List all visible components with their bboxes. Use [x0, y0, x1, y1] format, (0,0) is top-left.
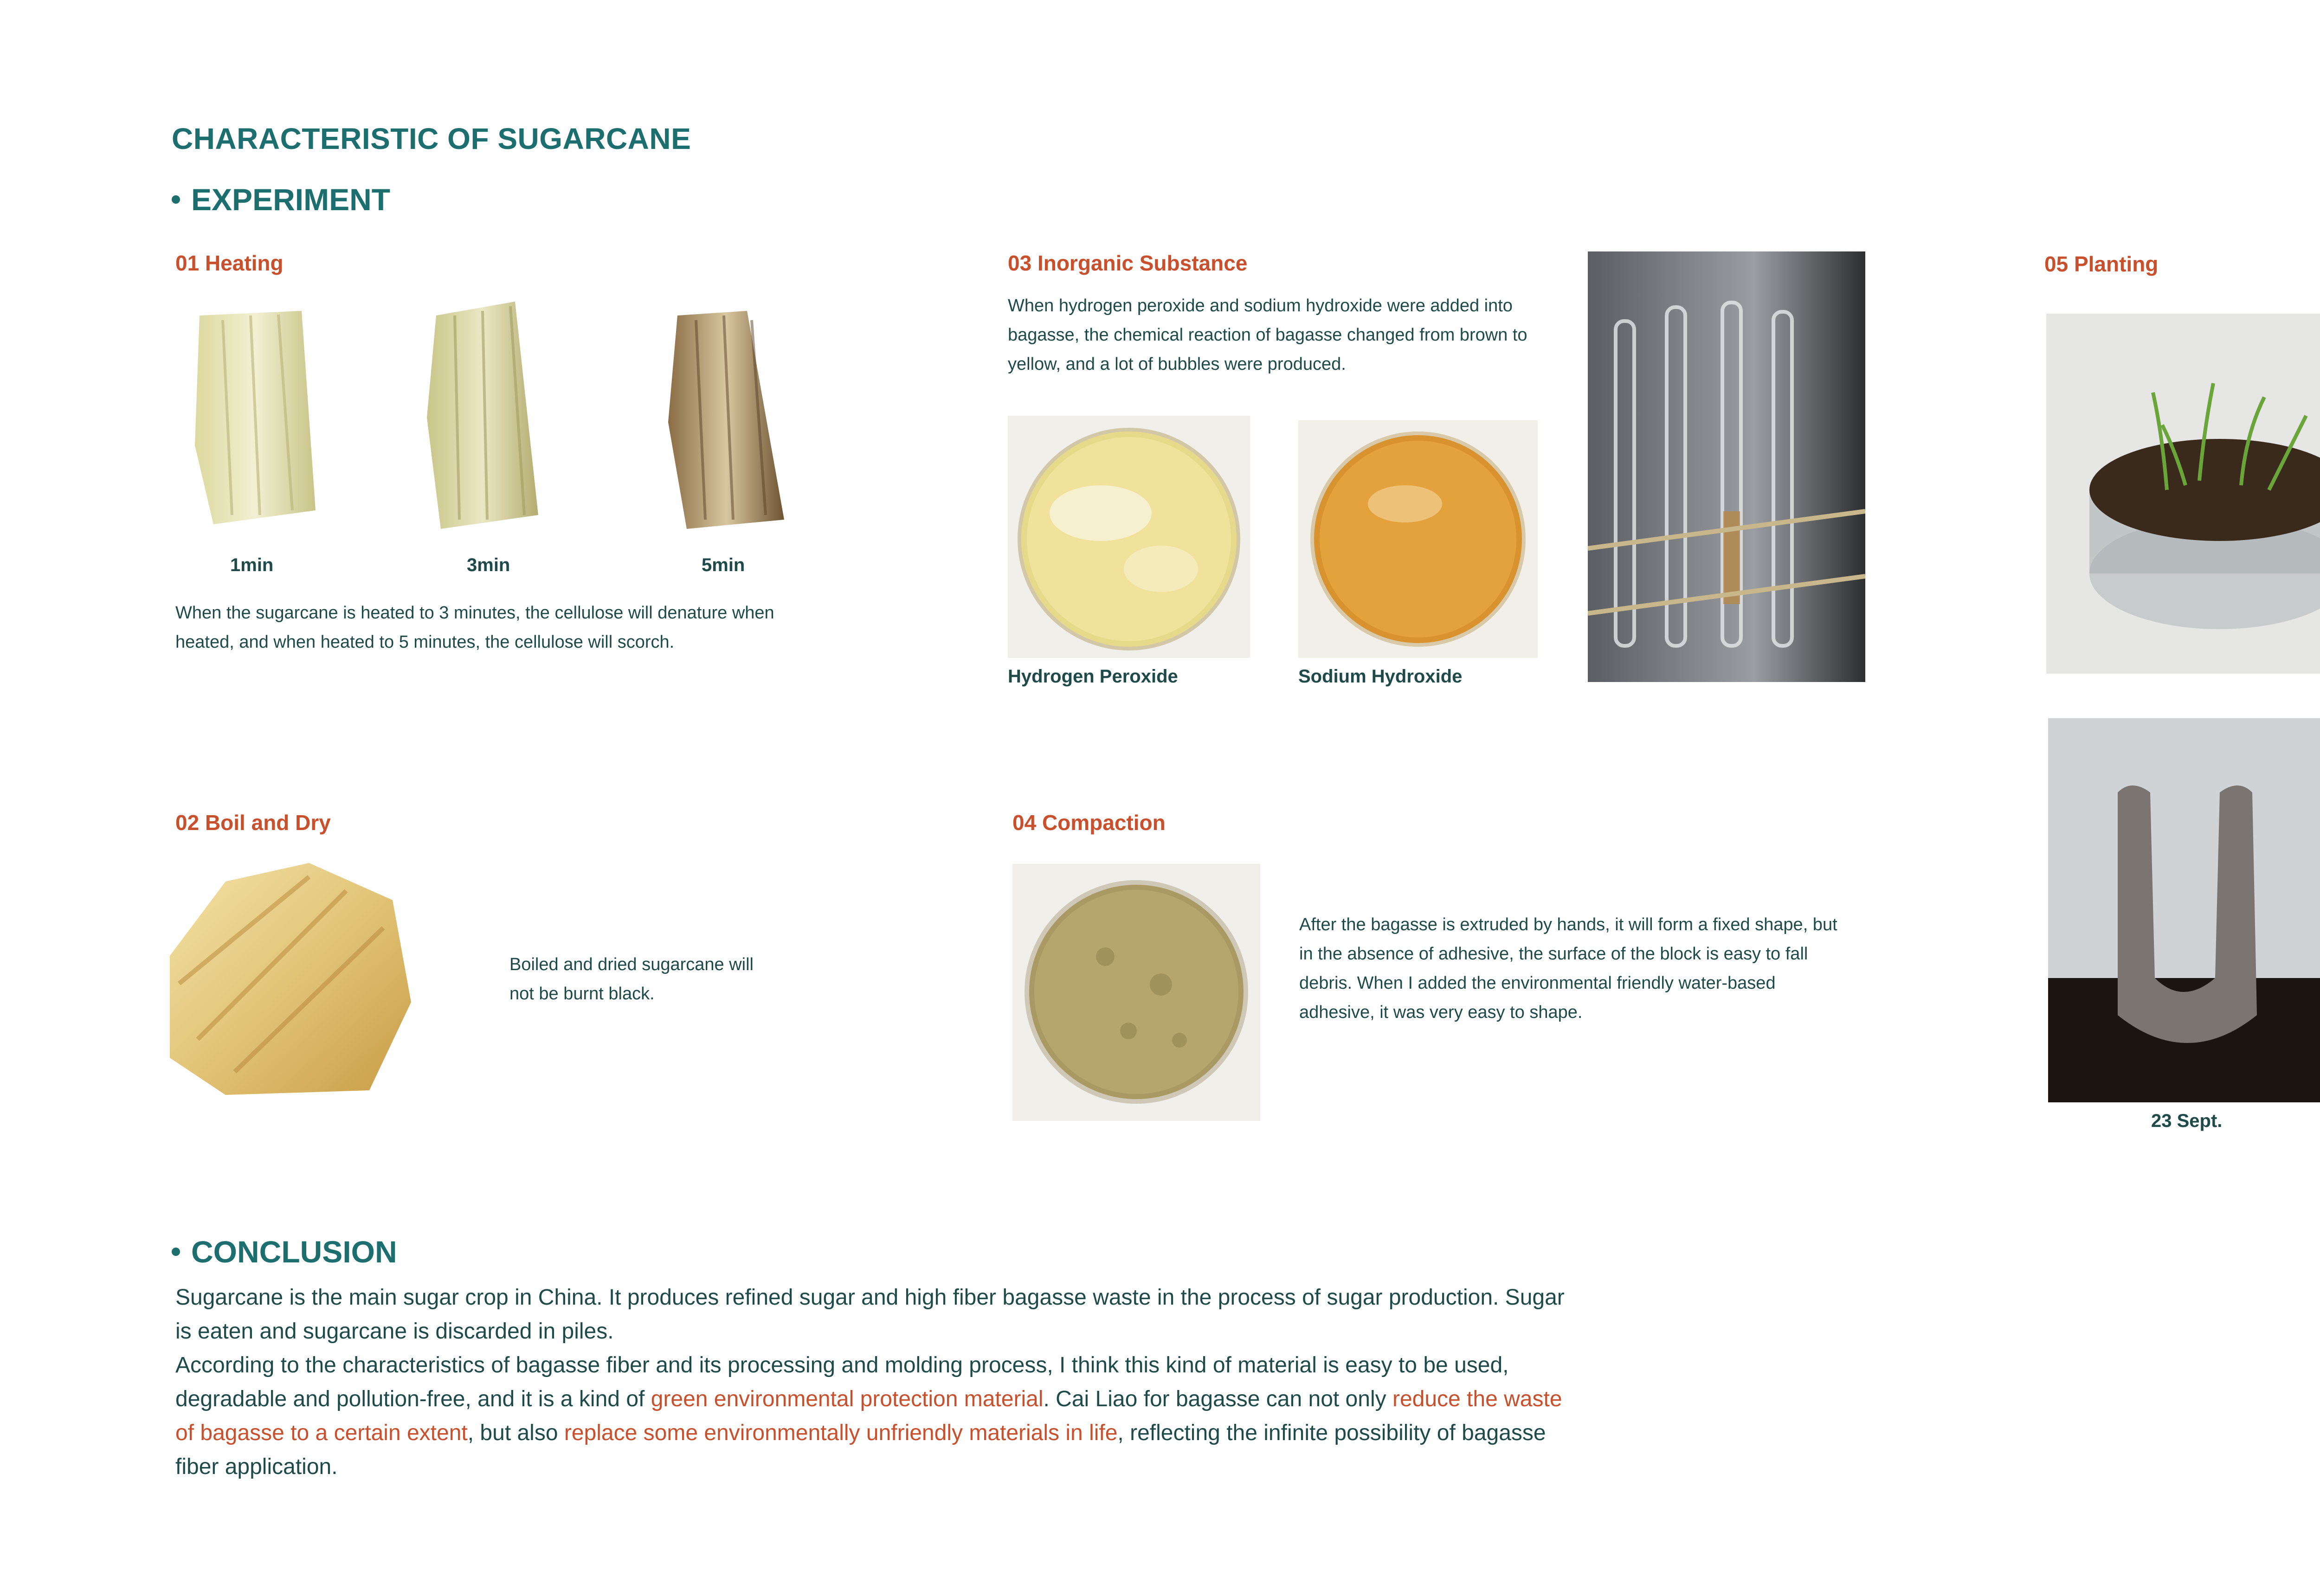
conclusion-paragraph-2 [175, 1348, 1586, 1484]
experiment-heading [172, 182, 390, 217]
heating-text: When the sugarcane is heated to 3 minutes, the cellulose will denature when heated, and when heated to 5 minutes, the cellulose will scorch. [175, 603, 774, 652]
compaction-heading: 04 Compaction [1012, 811, 1166, 835]
conclusion-p2-part-c: , but also [467, 1421, 564, 1445]
conclusion-p2-part-b: . Cai Liao for bagasse can not only [1043, 1387, 1392, 1411]
conclusion-p2-part-a: According to the characteristics of bagasse fiber and its processing and molding process, I think this kind of material is easy to be used, degradable and pollution-free, and it is a kind of [175, 1353, 1509, 1411]
planting-pot-photo [2046, 314, 2320, 674]
conclusion-highlight-1: green environmental protection material [651, 1387, 1044, 1411]
conclusion-heading-label: CONCLUSION [191, 1235, 397, 1269]
conclusion-heading [172, 1234, 397, 1269]
boil-photo [170, 863, 420, 1095]
boil-text: Boiled and dried sugarcane will not be burnt black. [509, 955, 754, 1004]
conclusion-paragraph-1: Sugarcane is the main sugar crop in China. It produces refined sugar and high fiber bagasse waste in the process of sugar production. Sugar is eaten and sugarcane is discarded in piles. [175, 1285, 1565, 1344]
hydrogen-peroxide-photo [1008, 416, 1250, 658]
heating-heading: 01 Heating [175, 251, 284, 275]
heating-photo-5min [645, 306, 793, 538]
date-23sept: 23 Sept. [2151, 1111, 2223, 1131]
conclusion-p2-part-d: , reflecting the infinite possibility of bagasse fiber application. [175, 1421, 1546, 1479]
conclusion-highlight-3: replace some environmentally unfriendly materials in life [564, 1421, 1118, 1445]
sodium-hydroxide-photo [1298, 420, 1538, 658]
page-title: CHARACTERISTIC OF SUGARCANE [172, 122, 691, 155]
inorganic-heading: 03 Inorganic Substance [1008, 251, 1248, 275]
compaction-text: After the bagasse is extruded by hands, it will form a fixed shape, but in the absence of adhesive, the surface of the block is easy to fall debris. When I added the environmental friendly water-based adhesive, it was very easy to shape. [1299, 915, 1837, 1022]
sodium-hydroxide-label: Sodium Hydroxide [1298, 666, 1463, 687]
inorganic-text: When hydrogen peroxide and sodium hydroxide were added into bagasse, the chemical reaction of bagasse changed from brown to yellow, and a lot of bubbles were produced. [1008, 296, 1527, 374]
bullet-icon [172, 195, 180, 204]
heating-photo-3min [408, 297, 557, 538]
planter-photo-23sept [2048, 718, 2320, 1102]
boil-heading: 02 Boil and Dry [175, 811, 331, 835]
conclusion-highlight-2: reduce the waste of bagasse to a certain extent [175, 1387, 1562, 1445]
bullet-icon [172, 1248, 180, 1256]
heating-label-3min: 3min [467, 555, 510, 575]
heating-label-1min: 1min [230, 555, 274, 575]
hydrogen-peroxide-label: Hydrogen Peroxide [1008, 666, 1178, 687]
heating-label-5min: 5min [702, 555, 745, 575]
planting-heading: 05 Planting [2044, 252, 2159, 276]
experiment-heading-label: EXPERIMENT [191, 182, 391, 217]
heating-photo-1min [181, 306, 329, 538]
test-tubes-photo [1588, 251, 1865, 682]
conclusion-text [175, 1281, 1586, 1484]
compaction-photo [1012, 864, 1260, 1121]
